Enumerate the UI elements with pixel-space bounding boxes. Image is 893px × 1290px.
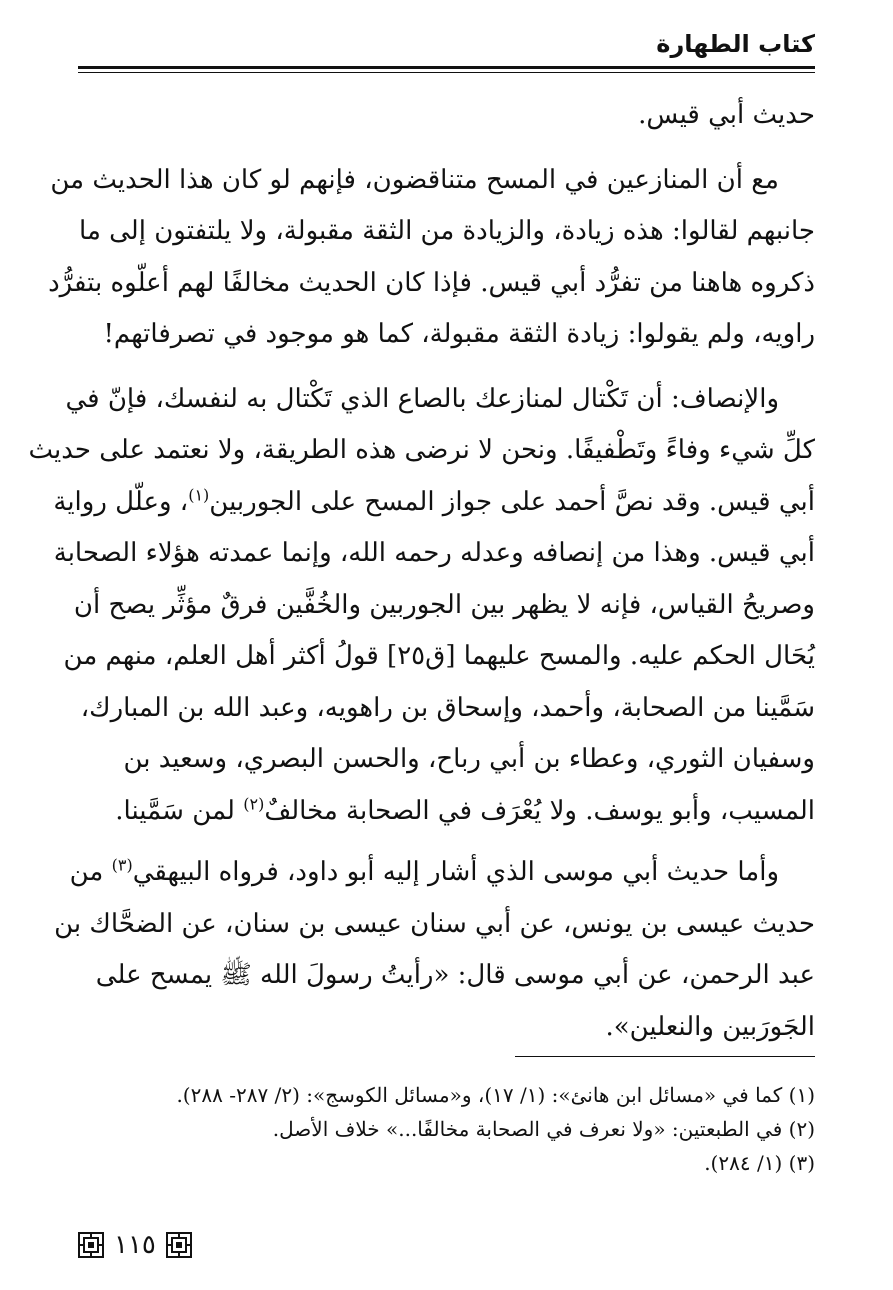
footnote-1: (١) كما في «مسائل ابن هانئ»: (١/ ١٧)، و«مسائل الكوسج»: (٢/ ٢٨٧- ٢٨٨). bbox=[176, 1083, 815, 1107]
page-number: ١١٥ bbox=[114, 1230, 156, 1260]
text-line: الجَورَبين والنعلين». bbox=[605, 1011, 815, 1042]
text-line: راويه، ولم يقولوا: زيادة الثقة مقبولة، كما هو موجود في تصرفاتهم! bbox=[103, 319, 815, 349]
text-line: مع أن المنازعين في المسح متناقضون، فإنهم لو كان هذا الحديث من bbox=[50, 164, 779, 195]
main-text bbox=[28, 90, 815, 1053]
text-line: عبد الرحمن، عن أبي موسى قال: «رأيتُ رسولَ الله ﷺ يمسح على bbox=[95, 960, 815, 990]
text-line: جانبهم لقالوا: هذه زيادة، والزيادة من الثقة مقبولة، ولا يلتفتون إلى ما bbox=[79, 216, 815, 246]
text-line: أبي قيس. وقد نصَّ أحمد على جواز المسح على الجوربين$^{(١)}$، وعلّل رواية bbox=[53, 484, 815, 517]
footnote-ref-3: (٣) bbox=[111, 855, 133, 875]
running-header-title: كتاب الطهارة bbox=[656, 30, 815, 58]
footnote-2: (٢) في الطبعتين: «ولا نعرف في الصحابة مخالفًا...» خلاف الأصل. bbox=[272, 1117, 815, 1141]
header-rule-thin bbox=[78, 72, 815, 73]
footnote-3: (٣) (١/ ٢٨٤). bbox=[704, 1151, 815, 1175]
text-line: حديث أبي قيس. bbox=[638, 100, 815, 130]
text-line: وسفيان الثوري، وعطاء بن أبي رباح، والحسن البصري، وسعيد بن bbox=[123, 744, 815, 774]
footnote-ref-1: (١) bbox=[188, 484, 210, 504]
footnotes bbox=[78, 1078, 815, 1180]
page-footer bbox=[78, 1225, 192, 1265]
text-line: ذكروه هاهنا من تفرُّد أبي قيس. فإذا كان الحديث مخالفًا لهم أعلّوه بتفرُّد bbox=[48, 267, 815, 298]
text-line: كلِّ شيء وفاءً وتَطْفيفًا. ونحن لا نرضى هذه الطريقة، ولا نعتمد على حديث bbox=[28, 435, 815, 465]
ornament-icon bbox=[78, 1232, 104, 1258]
text-line: والإنصاف: أن تَكْتال لمنازعك بالصاع الذي تَكْتال به لنفسك، فإنّ في bbox=[65, 383, 779, 414]
ornament-icon bbox=[166, 1232, 192, 1258]
text-line: يُحَال الحكم عليه. والمسح عليهما [ق٢٥] قولُ أكثر أهل العلم، منهم من bbox=[63, 641, 815, 671]
text-line: أبي قيس. وهذا من إنصافه وعدله رحمه الله، وإنما عمدته هؤلاء الصحابة bbox=[53, 538, 815, 568]
footnote-ref-2: (٢) bbox=[243, 793, 265, 813]
header-rule-thick bbox=[78, 66, 815, 69]
text-line: حديث عيسى بن يونس، عن أبي سنان عيسى بن سنان، عن الضحَّاك بن bbox=[54, 908, 815, 939]
text-line: المسيب، وأبو يوسف. ولا يُعْرَف في الصحابة مخالفٌ$^{(٢)}$ لمن سَمَّينا. bbox=[115, 793, 815, 826]
text-line: وأما حديث أبي موسى الذي أشار إليه أبو داود، فرواه البيهقي$^{(٣)}$ من bbox=[69, 855, 779, 887]
text-line: سَمَّينا من الصحابة، وأحمد، وإسحاق بن راهويه، وعبد الله بن المبارك، bbox=[80, 692, 815, 723]
text-line: وصريحُ القياس، فإنه لا يظهر بين الجوربين والخُفَّين فرقٌ مؤثِّر يصح أن bbox=[73, 589, 815, 620]
footnote-separator bbox=[515, 1056, 815, 1057]
